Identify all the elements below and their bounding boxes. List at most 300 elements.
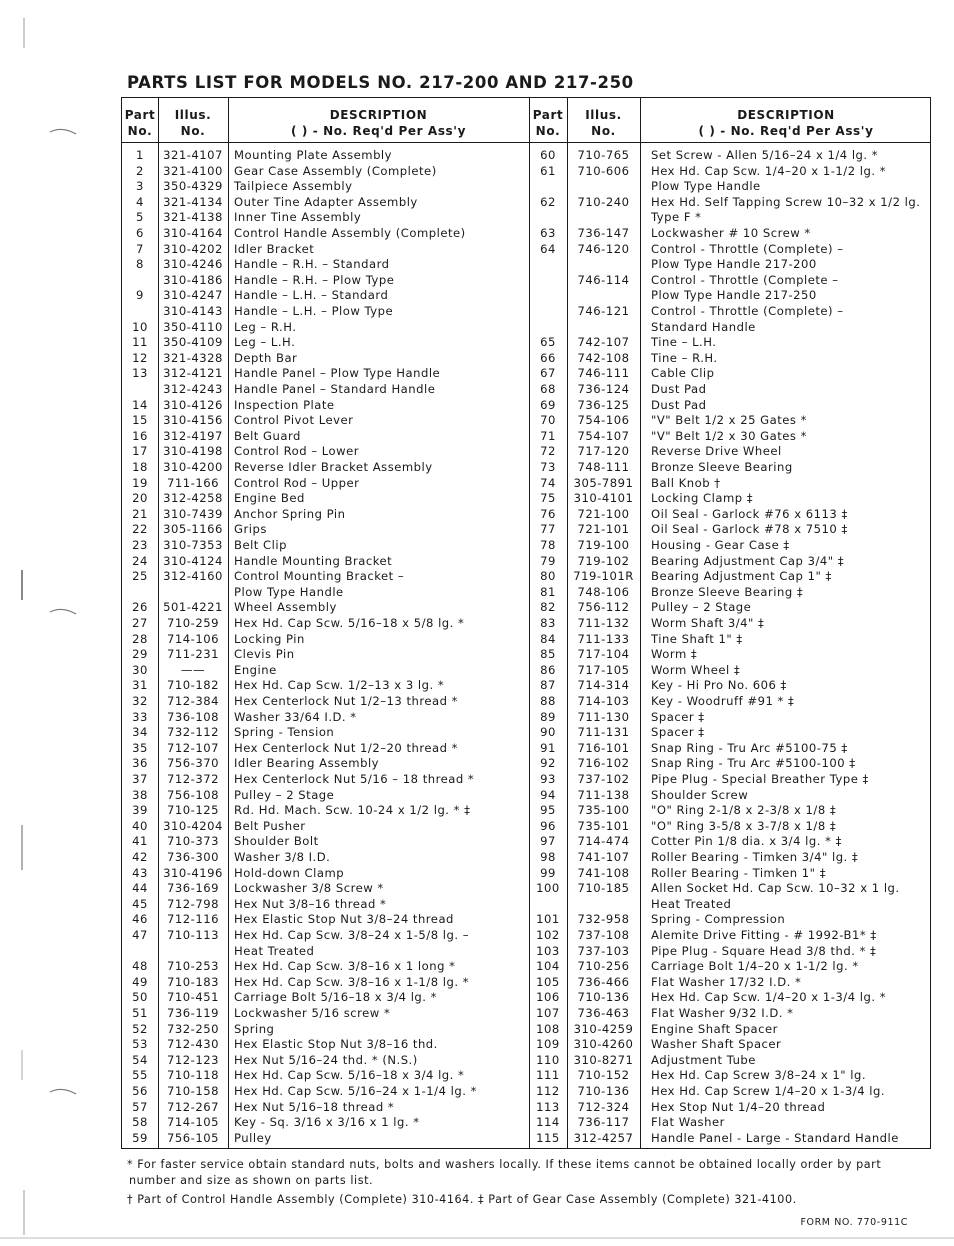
part-number: 113 [536, 1099, 560, 1114]
part-description: Hex Hd. Cap Scw. 3/8–16 x 1 long * [234, 959, 456, 974]
part-number: 5 [136, 210, 144, 225]
part-description: Gear Case Assembly (Complete) [234, 163, 437, 178]
illus-number: 712-267 [167, 1099, 219, 1114]
part-description: Engine [234, 662, 277, 677]
part-number: 65 [540, 335, 556, 350]
part-description: Hex Centerlock Nut 1/2–20 thread * [234, 740, 458, 755]
illus-number: 312-4197 [163, 428, 223, 443]
part-description: Inner Tine Assembly [234, 210, 362, 225]
illus-number: 721-100 [577, 506, 630, 521]
part-number: 98 [540, 850, 556, 864]
part-description: Oil Seal - Garlock #78 x 7510 ‡ [651, 522, 848, 537]
part-description: Pulley – 2 Stage [234, 787, 335, 802]
illus-number: 310-4196 [163, 865, 223, 880]
part-number: 79 [540, 553, 556, 568]
illus-number: 736-463 [577, 1006, 630, 1020]
illus-number: 712-324 [577, 1099, 630, 1114]
illus-number: 312-4121 [163, 366, 223, 381]
part-description: Engine Shaft Spacer [651, 1021, 778, 1036]
illus-number: 321-4134 [163, 194, 223, 209]
part-description: Heat Treated [234, 943, 315, 958]
illus-number: 710-125 [167, 803, 219, 818]
part-description: Tine – R.H. [651, 350, 718, 365]
part-number: 33 [132, 709, 148, 724]
illus-number: 710-113 [167, 928, 219, 942]
illus-number: 756-105 [167, 1130, 219, 1145]
part-number: 49 [132, 974, 148, 989]
part-number: 58 [132, 1115, 148, 1130]
part-description: Plow Type Handle [234, 584, 344, 599]
illus-number: 321-4107 [163, 148, 223, 162]
part-number: 48 [132, 959, 148, 974]
illus-number: 736-466 [577, 974, 630, 989]
part-description: Washer 3/8 I.D. [234, 850, 331, 864]
illus-number: 312-4243 [163, 382, 223, 396]
part-number: 104 [536, 959, 560, 974]
illus-number: 711-130 [577, 709, 630, 724]
part-description: "V" Belt 1/2 x 30 Gates * [651, 428, 807, 443]
illus-number: 310-4247 [163, 288, 223, 303]
part-description: Handle – R.H. – Standard [234, 257, 390, 272]
illus-number: 710-256 [577, 959, 630, 974]
part-number: 27 [132, 616, 148, 630]
illus-number: 714-474 [577, 834, 630, 849]
part-description: Plow Type Handle 217-200 [651, 257, 817, 272]
part-description: Spring - Compression [651, 912, 786, 927]
part-description: Heat Treated [651, 896, 732, 911]
part-number: 94 [540, 787, 556, 802]
illus-number: 350-4329 [163, 179, 223, 194]
part-number: 75 [540, 491, 556, 506]
part-description: Spacer ‡ [651, 709, 705, 724]
part-description: Spring [234, 1021, 275, 1036]
part-number: 73 [540, 460, 556, 474]
part-number: 78 [540, 538, 556, 552]
part-description: Hex Hd. Cap Scw. 5/16–24 x 1-1/4 lg. * [234, 1084, 477, 1098]
part-number: 6 [136, 226, 144, 240]
part-number: 112 [536, 1084, 560, 1098]
part-number: 21 [132, 506, 148, 521]
part-number: 10 [132, 319, 148, 334]
part-description: Dust Pad [651, 397, 707, 412]
part-description: Lockwasher 5/16 screw * [234, 1006, 391, 1020]
part-number: 37 [132, 772, 148, 786]
part-number: 81 [540, 584, 556, 599]
part-number: 106 [536, 990, 560, 1005]
part-description: Plow Type Handle [651, 179, 761, 194]
part-number: 26 [132, 600, 148, 615]
illus-number: 310-4204 [163, 818, 223, 833]
part-number: 12 [132, 350, 148, 365]
part-description: Shoulder Bolt [234, 834, 319, 849]
part-description: Hex Elastic Stop Nut 3/8–24 thread [234, 912, 454, 927]
illus-number: 711-133 [577, 631, 630, 646]
part-number: 71 [540, 428, 556, 443]
illus-number: 310-4200 [163, 460, 223, 474]
part-number: 7 [136, 241, 144, 256]
part-number: 28 [132, 631, 148, 646]
illus-number: —— [180, 662, 206, 677]
part-description: Ball Knob † [651, 475, 721, 490]
illus-number: 710-259 [167, 616, 219, 630]
part-description: Locking Pin [234, 631, 305, 646]
illus-number: 732-112 [167, 725, 219, 740]
part-number: 30 [132, 662, 148, 677]
illus-number: 711-138 [577, 787, 630, 802]
part-number: 45 [132, 896, 148, 911]
part-description: Type F * [651, 210, 702, 225]
part-number: 72 [540, 444, 556, 459]
part-number: 76 [540, 506, 556, 521]
part-description: Worm Shaft 3/4" ‡ [651, 616, 765, 630]
illus-number: 310-4124 [163, 553, 223, 568]
part-description: Hex Centerlock Nut 5/16 – 18 thread * [234, 772, 475, 786]
part-number: 50 [132, 990, 148, 1005]
illus-number: 312-4258 [163, 491, 223, 506]
illus-number: 712-123 [167, 1052, 219, 1067]
part-number: 92 [540, 756, 556, 771]
part-description: Worm Wheel ‡ [651, 662, 741, 677]
part-number: 11 [132, 335, 148, 350]
illus-number: 710-183 [167, 974, 219, 989]
part-number: 114 [536, 1115, 560, 1130]
illus-number: 741-108 [577, 865, 630, 880]
part-description: Pulley – 2 Stage [651, 600, 752, 615]
part-description: Flat Washer 17/32 I.D. * [651, 974, 802, 989]
illus-number: 717-104 [577, 647, 630, 662]
illus-number: 756-108 [167, 787, 219, 802]
part-number: 97 [540, 834, 556, 849]
part-description: Adjustment Tube [651, 1052, 756, 1067]
part-description: Hex Hd. Cap Screw 1/4–20 x 1-3/4 lg. [651, 1084, 886, 1098]
part-description: Hex Hd. Cap Scw. 1/2–13 x 3 lg. * [234, 678, 445, 693]
illus-number: 710-185 [577, 881, 630, 896]
illus-number: 736-108 [167, 709, 219, 724]
illus-number: 310-4156 [163, 413, 223, 428]
illus-number: 714-106 [167, 631, 219, 646]
part-number: 64 [540, 241, 556, 256]
part-description: Reverse Drive Wheel [651, 444, 782, 459]
part-description: Hex Nut 5/16–24 thd. * (N.S.) [234, 1052, 418, 1067]
part-number: 87 [540, 678, 556, 693]
part-description: Handle – R.H. – Plow Type [234, 272, 395, 287]
illus-number: 741-107 [577, 850, 630, 864]
part-description: Belt Guard [234, 428, 301, 443]
part-description: Handle – L.H. – Plow Type [234, 304, 394, 318]
illus-number: 711-231 [167, 647, 219, 662]
part-number: 20 [132, 491, 148, 506]
illus-number: 310-4186 [163, 272, 223, 287]
part-description: Pipe Plug - Square Head 3/8 thd. * ‡ [651, 943, 877, 958]
part-description: Wheel Assembly [234, 600, 337, 615]
part-description: Control Rod – Lower [234, 444, 359, 459]
part-description: "O" Ring 2-1/8 x 2-3/8 x 1/8 ‡ [651, 803, 837, 818]
illus-number: 736-300 [167, 850, 219, 864]
illus-number: 310-4198 [163, 444, 223, 459]
part-description: Handle Panel – Plow Type Handle [234, 366, 441, 381]
footnote-standard-hardware-cont: number and size as shown on parts list. [129, 1174, 374, 1187]
illus-number: 712-116 [167, 912, 219, 927]
illus-number: 710-152 [577, 1068, 630, 1083]
part-description: Control - Throttle (Complete) – [651, 241, 844, 256]
parts-table [121, 97, 931, 1149]
part-number: 56 [132, 1084, 148, 1098]
illus-number: 717-105 [577, 662, 630, 677]
illus-number: 712-430 [167, 1037, 219, 1052]
part-description: Snap Ring - Tru Arc #5100-100 ‡ [651, 756, 856, 771]
part-description: Oil Seal - Garlock #76 x 6113 ‡ [651, 506, 848, 521]
part-description: Hex Hd. Cap Scw. 5/16–18 x 5/8 lg. * [234, 616, 465, 630]
part-number: 115 [536, 1130, 560, 1145]
part-description: Allen Socket Hd. Cap Scw. 10–32 x 1 lg. [651, 881, 900, 896]
part-number: 24 [132, 553, 148, 568]
part-number: 90 [540, 725, 556, 740]
part-number: 13 [132, 366, 148, 381]
part-description: Control - Throttle (Complete) – [651, 304, 844, 318]
illus-number: 310-4126 [163, 397, 223, 412]
illus-number: 748-111 [577, 460, 630, 474]
part-description: Housing - Gear Case ‡ [651, 538, 790, 552]
illus-number: 754-106 [577, 413, 630, 428]
part-number: 47 [132, 928, 148, 942]
illus-number: 746-114 [577, 272, 630, 287]
part-description: Cable Clip [651, 366, 715, 381]
illus-number: 714-103 [577, 694, 630, 708]
illus-number: 310-4143 [163, 304, 223, 318]
illus-number: 712-107 [167, 740, 219, 755]
illus-number: 312-4160 [163, 569, 223, 584]
part-number: 25 [132, 569, 148, 584]
illus-number: 310-4259 [573, 1021, 634, 1036]
part-description: Standard Handle [651, 319, 756, 334]
footnote-standard-hardware: * For faster service obtain standard nuts, bolts and washers locally. If these items cannot be obtained locally order by part [127, 1158, 882, 1171]
part-description: Roller Bearing - Timken 1" ‡ [651, 865, 826, 880]
part-number: 80 [540, 569, 556, 584]
part-number: 44 [132, 881, 148, 896]
part-number: 84 [540, 631, 556, 646]
illus-number: 721-101 [577, 522, 630, 537]
part-number: 22 [132, 522, 148, 537]
part-description: Hex Hd. Self Tapping Screw 10–32 x 1/2 lg. [651, 194, 921, 209]
illus-number: 305-7891 [573, 475, 634, 490]
illus-number: 719-100 [577, 538, 630, 552]
part-number: 38 [132, 787, 148, 802]
part-description: Bearing Adjustment Cap 3/4" ‡ [651, 553, 845, 568]
part-number: 8 [136, 257, 144, 272]
illus-number: 710-606 [577, 163, 630, 178]
illus-number: 305-1166 [163, 522, 223, 537]
illus-number: 710-373 [167, 834, 219, 849]
illus-number: 712-372 [167, 772, 219, 786]
part-description: Plow Type Handle 217-250 [651, 288, 817, 303]
illus-number: 711-166 [167, 475, 219, 490]
part-number: 107 [536, 1006, 560, 1020]
part-description: Alemite Drive Fitting - # 1992-B1* ‡ [651, 928, 877, 942]
part-number: 3 [136, 179, 144, 194]
part-description: Pulley [234, 1130, 272, 1145]
part-number: 96 [540, 818, 556, 833]
illus-number: 310-7439 [163, 506, 223, 521]
part-number: 85 [540, 647, 556, 662]
illus-number: 732-250 [167, 1021, 219, 1036]
part-description: "V" Belt 1/2 x 25 Gates * [651, 413, 807, 428]
part-description: Mounting Plate Assembly [234, 148, 393, 162]
part-number: 35 [132, 740, 148, 755]
illus-number: 716-101 [577, 740, 630, 755]
part-number: 93 [540, 772, 556, 786]
illus-number: 312-4257 [573, 1130, 634, 1145]
part-description: Lockwasher 3/8 Screw * [234, 881, 384, 896]
illus-number: 737-102 [577, 772, 630, 786]
illus-number: 711-132 [577, 616, 630, 630]
part-description: Hex Nut 5/16–18 thread * [234, 1099, 395, 1114]
illus-number: 310-7353 [163, 538, 223, 552]
part-description: Rd. Hd. Mach. Scw. 10-24 x 1/2 lg. * ‡ [234, 803, 471, 818]
part-number: 39 [132, 803, 148, 818]
part-description: Spacer ‡ [651, 725, 705, 740]
part-description: Hex Stop Nut 1/4–20 thread [651, 1099, 826, 1114]
part-description: Bearing Adjustment Cap 1" ‡ [651, 569, 832, 584]
part-number: 2 [136, 163, 144, 178]
part-description: Tine Shaft 1" ‡ [651, 631, 743, 646]
part-number: 66 [540, 350, 556, 365]
part-number: 43 [132, 865, 148, 880]
illus-number: 742-107 [577, 335, 630, 350]
part-description: Control Handle Assembly (Complete) [234, 226, 466, 240]
part-description: Hex Hd. Cap Screw 3/8–24 x 1" lg. [651, 1068, 867, 1083]
part-description: Lockwasher # 10 Screw * [651, 226, 811, 240]
part-number: 9 [136, 288, 144, 303]
header-part-right: Part No. [532, 108, 564, 138]
illus-number: 310-8271 [573, 1052, 634, 1067]
part-number: 101 [536, 912, 560, 927]
part-number: 69 [540, 397, 556, 412]
part-number: 14 [132, 397, 148, 412]
part-number: 61 [540, 163, 556, 178]
part-number: 42 [132, 850, 148, 864]
part-number: 29 [132, 647, 148, 662]
part-number: 110 [536, 1052, 560, 1067]
part-description: "O" Ring 3-5/8 x 3-7/8 x 1/8 ‡ [651, 818, 837, 833]
part-description: Reverse Idler Bracket Assembly [234, 460, 433, 474]
illus-number: 310-4101 [573, 491, 634, 506]
part-number: 54 [132, 1052, 148, 1067]
illus-number: 310-4246 [163, 257, 223, 272]
part-description: Hex Hd. Cap Scw. 3/8–24 x 1-5/8 lg. – [234, 928, 469, 942]
part-number: 4 [136, 194, 144, 209]
part-description: Clevis Pin [234, 647, 295, 662]
part-description: Anchor Spring Pin [234, 506, 346, 521]
illus-number: 756-112 [577, 600, 630, 615]
illus-number: 710-136 [577, 990, 630, 1005]
part-number: 108 [536, 1021, 560, 1036]
part-number: 77 [540, 522, 556, 537]
part-description: Worm ‡ [651, 647, 698, 662]
part-number: 68 [540, 382, 556, 396]
part-description: Hex Hd. Cap Scw. 5/16–18 x 3/4 lg. * [234, 1068, 465, 1083]
part-description: Hex Hd. Cap Scw. 3/8–16 x 1-1/8 lg. * [234, 974, 469, 989]
part-description: Grips [234, 522, 267, 537]
part-number: 95 [540, 803, 556, 818]
part-number: 51 [132, 1006, 148, 1020]
illus-number: 310-4202 [163, 241, 223, 256]
part-number: 99 [540, 865, 556, 880]
illus-number: 710-765 [577, 148, 630, 162]
part-description: Belt Pusher [234, 818, 306, 833]
illus-number: 736-147 [577, 226, 630, 240]
part-description: Snap Ring - Tru Arc #5100-75 ‡ [651, 740, 848, 755]
part-number: 111 [536, 1068, 560, 1083]
header-illus-right: Illus. No. [585, 108, 622, 138]
part-description: Bronze Sleeve Bearing [651, 460, 793, 474]
part-number: 36 [132, 756, 148, 771]
part-description: Depth Bar [234, 350, 298, 365]
part-description: Flat Washer [651, 1115, 725, 1130]
illus-number: 501-4221 [163, 600, 223, 615]
part-description: Control Mounting Bracket – [234, 569, 405, 584]
part-number: 41 [132, 834, 148, 849]
illus-number: 756-370 [167, 756, 219, 771]
part-number: 86 [540, 662, 556, 677]
illus-number: 736-124 [577, 382, 630, 396]
part-number: 31 [132, 678, 148, 693]
footnote-assemblies: † Part of Control Handle Assembly (Complete) 310-4164. ‡ Part of Gear Case Assembly (Complete) 321-4100. [127, 1193, 797, 1206]
header-illus-left: Illus. No. [174, 108, 212, 138]
part-number: 70 [540, 413, 556, 428]
part-description: Idler Bracket [234, 241, 315, 256]
illus-number: 710-451 [167, 990, 219, 1005]
header-description-left: DESCRIPTION ( ) - No. Req'd Per Ass'y [290, 108, 466, 138]
part-description: Control Pivot Lever [234, 413, 354, 428]
part-description: Key - Hi Pro No. 606 ‡ [651, 678, 787, 693]
part-number: 34 [132, 725, 148, 740]
illus-number: 737-103 [577, 943, 630, 958]
part-number: 82 [540, 600, 556, 615]
part-description: Key - Sq. 3/16 x 3/16 x 1 lg. * [234, 1115, 420, 1130]
header-description-right: DESCRIPTION ( ) - No. Req'd Per Ass'y [698, 108, 874, 138]
part-number: 1 [136, 148, 144, 162]
part-description: Tailpiece Assembly [234, 179, 353, 194]
illus-number: 712-798 [167, 896, 219, 911]
part-description: Inspection Plate [234, 397, 335, 412]
part-description: Leg – R.H. [234, 319, 297, 334]
footnotes [127, 1157, 937, 1208]
illus-number: 754-107 [577, 428, 630, 443]
part-number: 46 [132, 912, 148, 927]
part-description: Leg – L.H. [234, 335, 296, 350]
part-description: Control - Throttle (Complete – [651, 272, 839, 287]
illus-number: 710-158 [167, 1084, 219, 1098]
part-description: Key - Woodruff #91 * ‡ [651, 694, 795, 708]
part-description: Outer Tine Adapter Assembly [234, 194, 418, 209]
illus-number: 350-4109 [163, 335, 223, 350]
part-number: 16 [132, 428, 148, 443]
part-description: Tine – L.H. [651, 335, 717, 350]
part-number: 91 [540, 740, 556, 755]
illus-number: 746-120 [577, 241, 630, 256]
part-description: Set Screw - Allen 5/16–24 x 1/4 lg. * [651, 148, 879, 162]
part-number: 53 [132, 1037, 148, 1052]
illus-number: 710-182 [167, 678, 219, 693]
part-description: Handle Mounting Bracket [234, 553, 393, 568]
part-number: 74 [540, 475, 556, 490]
part-description: Hex Elastic Stop Nut 3/8–16 thd. [234, 1037, 438, 1052]
part-number: 59 [132, 1130, 148, 1145]
illus-number: 310-4164 [163, 226, 223, 240]
part-number: 100 [536, 881, 560, 896]
part-description: Roller Bearing - Timken 3/4" lg. ‡ [651, 850, 859, 864]
illus-number: 736-125 [577, 397, 630, 412]
